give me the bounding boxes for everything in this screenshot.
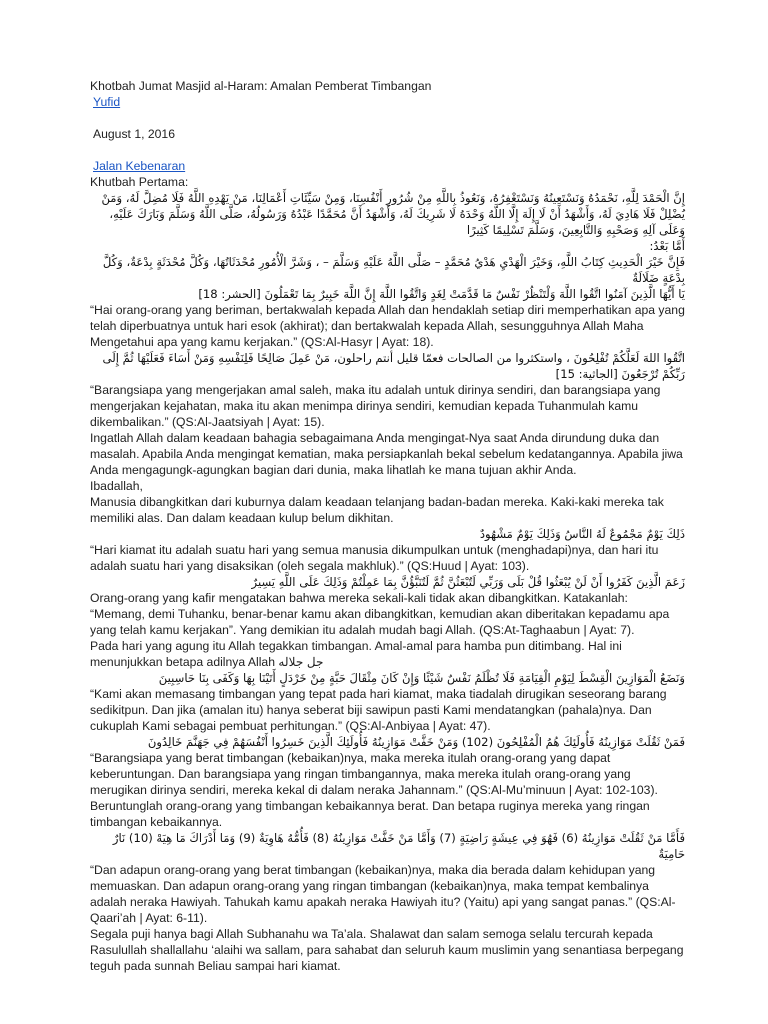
document-body bbox=[90, 78, 685, 974]
paragraph: Ibadallah, bbox=[90, 479, 143, 493]
paragraph: Segala puji hanya bagi Allah Subhanahu wa Ta’ala. Shalawat dan salam semoga selalu tercurah kepada Rasulullah shallallahu ‘alaihi wa sallam, para sahabat dan seluruh kaum muslimin yang senantiasa berpegang teguh pada sunnah Beliau sampai hari kiamat. bbox=[90, 927, 684, 973]
paragraph: Ingatlah Allah dalam keadaan bahagia sebagaimana Anda mengingat-Nya saat Anda dirundung duka dan masalah. Apabila Anda mengingat kematian, maka persiapkanlah bekal sebelum kedatangannya. Apabila jiwa Anda mengagungk-agungkan bagian dari dunia, maka lihatlah ke mana tujuan akhir Anda. bbox=[90, 431, 683, 477]
sermon-content bbox=[90, 190, 685, 974]
paragraph: “Hari kiamat itu adalah suatu hari yang semua manusia dikumpulkan untuk (menghadapi)nya, dan hari itu adalah suatu hari yang disaksikan (oleh segala makhluk).” (QS:Huud | Ayat: 103). bbox=[90, 543, 659, 573]
arabic-verse: إِنَّ الْحَمْدَ لِلَّهِ، نَحْمَدُهُ وَنَسْتَعِينُهُ وَنَسْتَغْفِرُهُ، وَنَعُوذُ بِاللَّهِ مِنْ شُرُورِ أَنْفُسِنَا، وَمِنْ سَيِّئَاتِ أَعْمَالِنَا، مَنْ يَهْدِهِ اللَّهُ فَلَا مُضِلَّ لَهُ، وَمَنْ يُضْلِلْ فَلَا هَادِيَ لَهُ، وَأَشْهَدُ أَنْ لَا إِلَهَ إِلَّا اللَّهُ وَحْدَهُ لَا شَرِيكَ لَهُ، وَأَشْهَدُ أَنَّ مُحَمَّدًا عَبْدُهُ وَرَسُولُهُ، صَلَّى اللَّهُ وَسَلَّمَ وَبَارَكَ عَلَيْهِ، وَعَلَى آلِهِ وَصَحْبِهِ وَالتَّابِعِينَ، وَسَلَّمَ تَسْلِيمًا كَثِيرًا bbox=[101, 191, 685, 237]
arabic-verse: اتَّقُوا اللهَ لَعَلَّكُمْ تُفْلِحُونَ ، واستكثروا من الصالحات فعمّا قليل أنتم راحلون، مَنْ عَمِلَ صَالِحًا فَلِنَفْسِهِ وَمَنْ أَسَاءَ فَعَلَيْهَا ثُمَّ إِلَى رَبِّكُمْ تُرْجَعُونَ [الجاثية: 15] bbox=[102, 351, 685, 381]
page-title: Khotbah Jumat Masjid al-Haram: Amalan Pemberat Timbangan bbox=[90, 79, 432, 93]
arabic-verse: وَنَضَعُ الْمَوَازِينَ الْقِسْطَ لِيَوْمِ الْقِيَامَةِ فَلَا تُظْلَمُ نَفْسٌ شَيْئًا وَإِنْ كَانَ مِثْقَالَ حَبَّةٍ مِنْ خَرْدَلٍ أَتَيْنَا بِهَا وَكَفَى بِنَا حَاسِبِينَ bbox=[158, 671, 685, 685]
paragraph: “Kami akan memasang timbangan yang tepat pada hari kiamat, maka tiadalah dirugikan seseorang barang sedikitpun. Dan jika (amalan itu) hanya seberat biji sawipun pasti Kami mendatangkan (pahala)nya. Dan cukuplah Kami sebagai pembuat perhitungan.” (QS:Al-Anbiyaa | Ayat: 47). bbox=[90, 687, 667, 733]
publish-date: August 1, 2016 bbox=[93, 127, 175, 141]
paragraph: Orang-orang yang kafir mengatakan bahwa mereka sekali-kali tidak akan dibangkitkan. Katakanlah: “Memang, demi Tuhanku, benar-benar kamu akan dibangkitkan, kemudian akan diberitakan kepadamu apa yang telah kamu kerjakan”. Yang demikian itu adalah mudah bagi Allah. (QS:At-Taghaabun | Ayat: 7). bbox=[90, 591, 670, 637]
arabic-verse: فَإِنَّ خَيْرَ الْحَدِيثِ كِتَابُ اللَّهِ، وَخَيْرَ الْهَدْيِ هَدْيُ مُحَمَّدٍ – صَلَّى اللَّهُ عَلَيْهِ وَسَلَّمَ – ، وَشَرَّ الْأُمُورِ مُحْدَثَاتُهَا، وَكُلَّ مُحْدَثَةٍ بِدْعَةٌ، وَكُلَّ بِدْعَةٍ ضَلَالَةٌ bbox=[102, 255, 685, 285]
spacer bbox=[90, 142, 685, 158]
arabic-verse: زَعَمَ الَّذِينَ كَفَرُوا أَنْ لَنْ يُبْعَثُوا قُلْ بَلَى وَرَبِّي لَتُبْعَثُنَّ ثُمَّ لَتُنَبَّؤُنَّ بِمَا عَمِلْتُمْ وَذَلِكَ عَلَى اللَّهِ يَسِيرٌ bbox=[251, 575, 685, 589]
author-link-text[interactable]: Yufid bbox=[93, 95, 121, 109]
arabic-verse: فَأَمَّا مَنْ ثَقُلَتْ مَوَازِينُهُ (6) فَهُوَ فِي عِيشَةٍ رَاضِيَةٍ (7) وَأَمَّا مَنْ خَفَّتْ مَوَازِينُهُ (8) فَأُمُّهُ هَاوِيَةٌ (9) وَمَا أَدْرَاكَ مَا هِيَهْ (10) نَارٌ حَامِيَةٌ bbox=[112, 831, 685, 861]
source-link[interactable] bbox=[90, 158, 685, 174]
paragraph: “Barangsiapa yang berat timbangan (kebaikan)nya, maka mereka itulah orang-orang yang dapat keberuntungan. Dan barangsiapa yang ringan timbangannya, maka mereka itulah orang-orang yang merugikan dirinya sendiri, mereka kekal di dalam neraka Jahannam.” (QS:Al-Mu’minuun | Ayat: 102-103). bbox=[90, 751, 658, 797]
arabic-verse: ذَلِكَ يَوْمٌ مَجْمُوعٌ لَهُ النَّاسُ وَذَلِكَ يَوْمٌ مَشْهُودٌ bbox=[479, 527, 685, 541]
paragraph: Manusia dibangkitkan dari kuburnya dalam keadaan telanjang badan-badan mereka. Kaki-kaki mereka tak memiliki alas. Dan dalam keadaan kulup belum dikhitan. bbox=[90, 495, 664, 525]
source-link-text[interactable]: Jalan Kebenaran bbox=[93, 159, 186, 173]
paragraph: Beruntunglah orang-orang yang timbangan kebaikannya berat. Dan betapa ruginya mereka yang ringan timbangan kebaikannya. bbox=[90, 799, 650, 829]
author-link[interactable] bbox=[90, 94, 685, 110]
paragraph: Pada hari yang agung itu Allah tegakkan timbangan. Amal-amal para hamba pun ditimbang. Hal ini menunjukkan betapa adilnya Allah جل جلاله bbox=[90, 639, 622, 669]
paragraph: “Dan adapun orang-orang yang berat timbangan (kebaikan)nya, maka dia berada dalam kehidupan yang memuaskan. Dan adapun orang-orang yang ringan timbangan (kebaikan)nya, maka tempat kembalinya adalah neraka Hawiyah. Tahukah kamu apakah neraka Hawiyah itu? (Yaitu) api yang sangat panas.” (QS:Al-Qaari’ah | Ayat: 6-11). bbox=[90, 863, 676, 925]
arabic-verse: يَا أَيُّهَا الَّذِينَ آمَنُوا اتَّقُوا اللَّهَ وَلْتَنْظُرْ نَفْسٌ مَا قَدَّمَتْ لِغَدٍ وَاتَّقُوا اللَّهَ إِنَّ اللَّهَ خَبِيرٌ بِمَا تَعْمَلُونَ [الحشر: 18] bbox=[198, 287, 685, 301]
spacer bbox=[90, 110, 685, 126]
section-heading: Khutbah Pertama: bbox=[90, 175, 189, 189]
arabic-verse: أَمَّا بَعْدُ: bbox=[649, 239, 685, 253]
paragraph: “Barangsiapa yang mengerjakan amal saleh, maka itu adalah untuk dirinya sendiri, dan barangsiapa yang mengerjakan kejahatan, maka itu akan menimpa dirinya sendiri, kemudian kepada Tuhanmulah kamu dikembalikan.” (QS:Al-Jaatsiyah | Ayat: 15). bbox=[90, 383, 661, 429]
arabic-verse: فَمَنْ ثَقُلَتْ مَوَازِينُهُ فَأُولَئِكَ هُمُ الْمُفْلِحُونَ (102) وَمَنْ خَفَّتْ مَوَازِينُهُ فَأُولَئِكَ الَّذِينَ خَسِرُوا أَنْفُسَهُمْ فِي جَهَنَّمَ خَالِدُونَ bbox=[147, 735, 685, 749]
paragraph: “Hai orang-orang yang beriman, bertakwalah kepada Allah dan hendaklah setiap diri memperhatikan apa yang telah diperbuatnya untuk hari esok (akhirat); dan bertakwalah kepada Allah, sesungguhnya Allah Maha Mengetahui apa yang kamu kerjakan.” (QS:Al-Hasyr | Ayat: 18). bbox=[90, 303, 685, 349]
